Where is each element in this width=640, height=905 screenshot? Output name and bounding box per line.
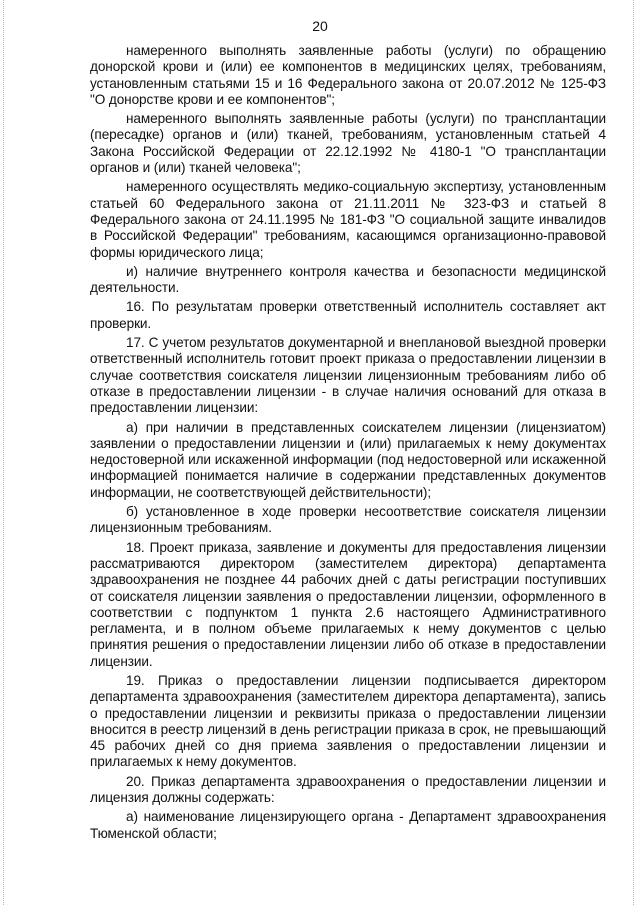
scan-edge-left bbox=[3, 0, 5, 905]
paragraph-internal-control: и) наличие внутреннего контроля качества и безопасности медицинской деятельности. bbox=[90, 263, 606, 296]
paragraph-17a: а) при наличии в представленных соискателем лицензии (лицензиатом) заявлении о предоставлении лицензии и (или) прилагаемых к нему документах недостоверной или искаженной информации (под недостоверной или искаженной информацией понимается наличие в содержании представленных документов информации, не соответствующей действительности); bbox=[90, 419, 606, 500]
paragraph-medical-social-expertise: намеренного осуществлять медико-социальную экспертизу, установленным статьей 60 Федерального закона от 21.11.2011 № 323-ФЗ и статьей 8 Федерального закона от 24.11.1995 № 181-ФЗ "О социальной защите инвалидов в Российской Федерации" требованиям, касающимся организационно-правовой формы юридического лица; bbox=[90, 179, 606, 260]
scan-edge-right bbox=[633, 0, 635, 905]
paragraph-17b: б) установленное в ходе проверки несоответствие соискателя лицензии лицензионным требованиям. bbox=[90, 504, 606, 536]
paragraph-19: 19. Приказ о предоставлении лицензии подписывается директором департамента здравоохранения (заместителем директора департамента), запись о предоставлении лицензии и реквизиты приказа о предоставлении лицензии вносится в реестр лицензий в день регистрации приказа в срок, не превышающий 45 рабочих дней со дня приема заявления о предоставлении лицензии и прилагаемых к нему документов. bbox=[90, 672, 606, 770]
paragraph-transplantation: намеренного выполнять заявленные работы (услуги) по трансплантации (пересадке) органов и (или) тканей, требованиям, установленным статьей 4 Закона Российской Федерации от 22.12.1992 № 4180-1 "О трансплантации органов и (или) тканей человека"; bbox=[90, 111, 606, 176]
paragraph-16: 16. По результатам проверки ответственный исполнитель составляет акт проверки. bbox=[90, 299, 606, 331]
document-body bbox=[90, 43, 606, 845]
paragraph-18: 18. Проект приказа, заявление и документы для предоставления лицензии рассматриваются директором (заместителем директора) департамента здравоохранения не позднее 44 рабочих дней с даты регистрации поступивших от соискателя лицензии заявления о предоставлении лицензии, оформленного в соответствии с подпунктом 1 пункта 2.6 настоящего Административного регламента, и в полном объеме прилагаемых к нему документов с целью принятия решения о предоставлении лицензии либо об отказе в предоставлении лицензии. bbox=[90, 539, 606, 669]
page-number: 20 bbox=[312, 18, 328, 34]
paragraph-20: 20. Приказ департамента здравоохранения о предоставлении лицензии и лицензия должны содержать: bbox=[90, 773, 606, 806]
paragraph-17: 17. С учетом результатов документарной и внеплановой выездной проверки ответственный исполнитель готовит проект приказа о предоставлении лицензии в случае соответствия соискателя лицензии лицензионным требованиям либо об отказе в предоставлении лицензии - в случае наличия оснований для отказа в предоставлении лицензии: bbox=[90, 335, 606, 416]
paragraph-donor-blood: намеренного выполнять заявленные работы (услуги) по обращению донорской крови и (или) ее компонентов в медицинских целях, требованиям, установленным статьями 15 и 16 Федерального закона от 20.07.2012 № 125-ФЗ "О донорстве крови и ее компонентов"; bbox=[90, 43, 606, 107]
paragraph-20a: а) наименование лицензирующего органа - Департамент здравоохранения Тюменской области; bbox=[90, 809, 606, 841]
